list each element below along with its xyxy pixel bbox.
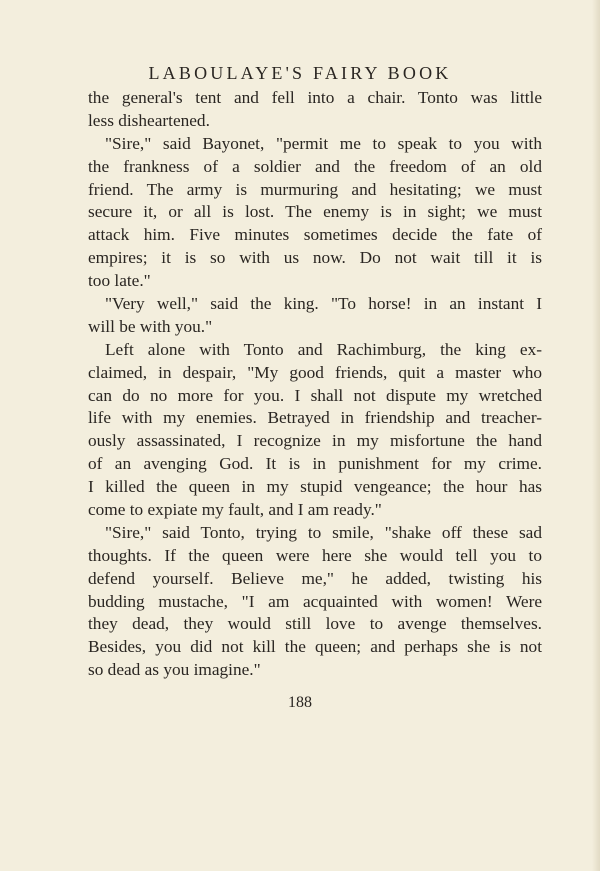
text-line: "Very well," said the king. "To horse! in an instant I: [105, 294, 542, 314]
text-line: "Sire," said Tonto, trying to smile, "shake off these sad: [105, 522, 542, 542]
text-line: can do no more for you. I shall not dispute my wretched: [88, 385, 542, 405]
text-line: come to expiate my fault, and I am ready.": [88, 500, 382, 520]
text-line: Left alone with Tonto and Rachimburg, the king ex-: [105, 339, 542, 359]
text-line: will be with you.": [88, 316, 213, 336]
text-line: the frankness of a soldier and the freedom of an old: [88, 156, 542, 176]
page-number: 188: [288, 694, 312, 711]
text-line: "Sire," said Bayonet, "permit me to speak to you with: [105, 133, 542, 153]
text-line: claimed, in despair, "My good friends, quit a master who: [88, 362, 542, 382]
text-line: they dead, they would still love to avenge themselves.: [88, 614, 542, 634]
text-line: attack him. Five minutes sometimes decide the fate of: [88, 225, 542, 245]
text-line: Besides, you did not kill the queen; and perhaps she is not: [88, 637, 542, 657]
running-head: LABOULAYE'S FAIRY BOOK: [148, 63, 452, 83]
text-line: less disheartened.: [88, 110, 210, 130]
text-line: of an avenging God. It is in punishment for my crime.: [88, 454, 542, 474]
text-line: thoughts. If the queen were here she would tell you to: [88, 545, 542, 565]
text-line: so dead as you imagine.": [88, 660, 261, 680]
text-line: budding mustache, "I am acquainted with women! Were: [88, 591, 542, 611]
text-line: empires; it is so with us now. Do not wait till it is: [88, 248, 542, 268]
text-line: friend. The army is murmuring and hesitating; we must: [88, 179, 542, 199]
body-text: [88, 87, 542, 682]
text-line: I killed the queen in my stupid vengeance; the hour has: [88, 477, 542, 497]
page-edge-shadow: [592, 0, 600, 871]
text-line: too late.": [88, 271, 151, 291]
text-line: ously assassinated, I recognize in my misfortune the hand: [88, 431, 542, 451]
text-line: secure it, or all is lost. The enemy is in sight; we must: [88, 202, 542, 222]
text-line: the general's tent and fell into a chair. Tonto was little: [88, 88, 542, 107]
text-line: defend yourself. Believe me," he added, twisting his: [88, 568, 542, 588]
text-line: life with my enemies. Betrayed in friendship and treacher-: [88, 408, 542, 428]
